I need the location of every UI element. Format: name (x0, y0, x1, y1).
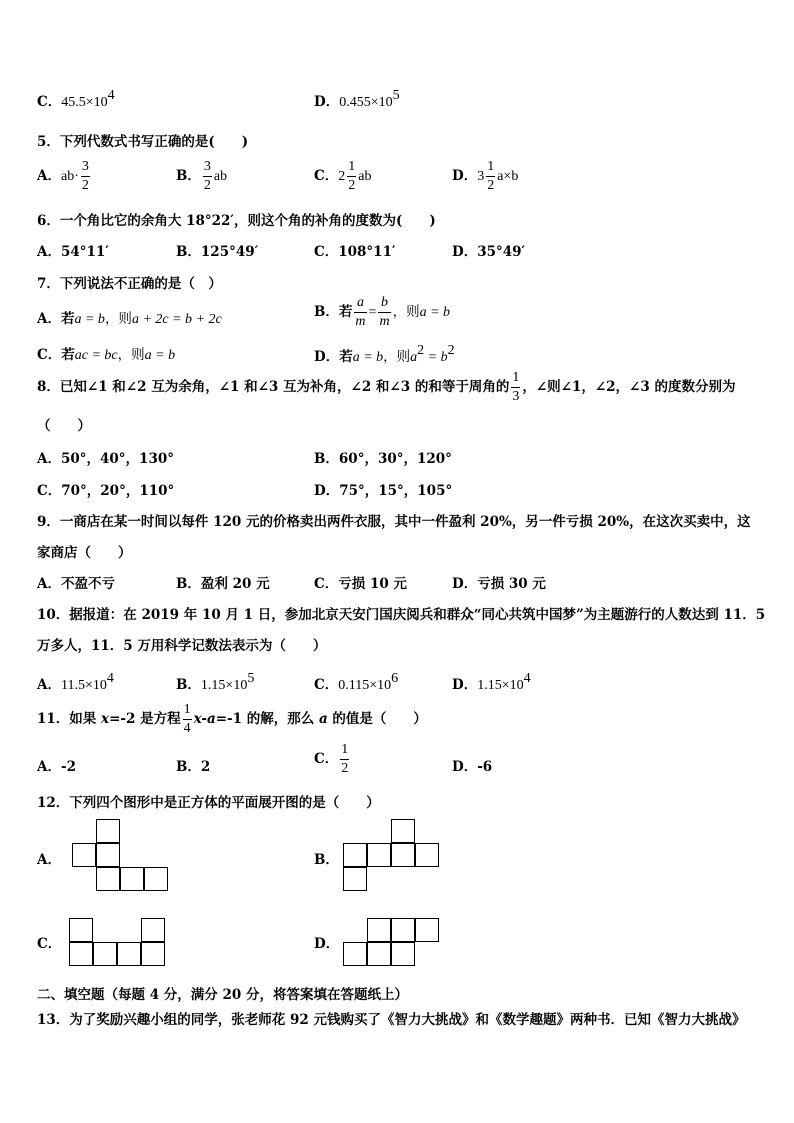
q12-option-a-label: A． (37, 852, 61, 868)
denominator: m (379, 314, 390, 329)
denominator: 3 (512, 389, 520, 404)
result: a + 2c = b + 2c (131, 312, 222, 327)
q11-option-b: B．2 (176, 759, 211, 775)
q10-stem-line2: 万多人，11．5 万用科学记数法表示为（ ） (37, 638, 327, 654)
q7-stem: 7．下列说法不正确的是（ ） (37, 276, 222, 292)
net-square (117, 942, 141, 966)
exponent: 4 (523, 671, 531, 686)
stem-text: ，∠则∠1，∠2，∠3 的度数分别为 (522, 379, 736, 395)
net-square (69, 942, 93, 966)
fraction (81, 160, 90, 193)
net-square (141, 942, 165, 966)
q10-option-d (452, 671, 531, 694)
condition: ac = bc (74, 348, 118, 363)
option-value: 0.115×10 (338, 678, 392, 693)
denominator: 4 (183, 721, 191, 736)
net-square (343, 867, 367, 891)
denominator: 2 (487, 178, 495, 193)
net-square (415, 843, 439, 867)
q5-option-c (314, 160, 371, 193)
q9-option-a: A．不盈不亏 (37, 576, 115, 592)
q9-option-c: C．亏损 10 元 (314, 576, 407, 592)
q6-stem: 6．一个角比它的余角大 18°22′，则这个角的补角的度数为( ) (37, 213, 436, 229)
net-square (93, 942, 117, 966)
net-square (96, 819, 120, 843)
option-label: B． (176, 168, 201, 184)
q8-stem (37, 371, 735, 404)
option-value: 11.5×10 (60, 678, 107, 693)
exponent: 4 (106, 671, 114, 686)
net-square (391, 918, 415, 942)
q8-stem-line2: （ ） (37, 418, 91, 434)
net-square (69, 918, 93, 942)
result: a (410, 350, 418, 365)
net-square (367, 918, 391, 942)
connector: ，则 (104, 311, 132, 327)
integer-part: 2 (338, 169, 346, 184)
q6-option-a: A．54°11′ (37, 244, 109, 260)
option-label: A．若 (37, 311, 75, 327)
exponent: 2 (447, 343, 455, 358)
denominator: 2 (348, 178, 356, 193)
numerator: 1 (183, 703, 192, 720)
option-value: 0.455×10 (339, 95, 393, 110)
option-value: 1.15×10 (200, 678, 248, 693)
option-label: B． (176, 677, 201, 693)
connector: ，则 (383, 349, 411, 365)
option-label: D． (452, 168, 478, 184)
connector: ，则 (117, 347, 145, 363)
expr: ab (358, 169, 372, 184)
numerator: 3 (203, 160, 212, 177)
option-label: C． (314, 677, 339, 693)
numerator: 1 (340, 743, 349, 760)
q10-stem: 10．据报道：在 2019 年 10 月 1 日，参加北京天安门国庆阅兵和群众“同心共筑中国梦”为主题游行的人数达到 11．5 (37, 607, 766, 623)
q7-option-d (314, 343, 455, 366)
q11-option-c (314, 743, 351, 776)
q9-stem-line2: 家商店（ ） (37, 545, 132, 561)
equals: = (368, 305, 377, 320)
exponent: 5 (247, 671, 255, 686)
q13-stem: 13．为了奖励兴趣小组的同学，张老师花 92 元钱购买了《智力大挑战》和《数学趣题》两种书．已知《智力大挑战》 (37, 1012, 746, 1028)
net-square (367, 843, 391, 867)
option-value: 1.15×10 (477, 678, 524, 693)
condition: a = b (352, 350, 384, 365)
numerator: 1 (486, 160, 495, 177)
expr: ab· (60, 169, 79, 184)
numerator: a (354, 296, 366, 313)
numerator: 3 (81, 160, 90, 177)
q7-option-a (37, 307, 222, 328)
option-label: C． (314, 168, 339, 184)
option-label: A． (37, 168, 61, 184)
q7-option-b (314, 296, 450, 329)
variable-a: a (318, 711, 328, 727)
net-square (343, 843, 367, 867)
stem-text: 8．已知∠1 和∠2 互为余角，∠1 和∠3 互为补角，∠2 和∠3 的和等于周角的 (37, 379, 510, 395)
option-label: D． (452, 677, 478, 693)
result: = b (424, 350, 448, 365)
fraction (183, 703, 192, 736)
option-label: D． (314, 94, 340, 110)
option-label: D．若 (314, 349, 353, 365)
integer-part: 3 (477, 169, 485, 184)
fraction (486, 160, 495, 193)
fraction (347, 160, 356, 193)
option-label: A． (37, 677, 61, 693)
fraction (340, 743, 349, 776)
q10-option-c (314, 671, 398, 694)
q11-stem (37, 703, 427, 736)
q8-option-c: C．70°，20°，110° (37, 483, 175, 499)
connector: ，则 (392, 304, 420, 320)
net-square (343, 942, 367, 966)
denominator: 2 (203, 178, 211, 193)
denominator: 2 (81, 178, 89, 193)
net-square (141, 918, 165, 942)
q4-option-c (37, 88, 115, 111)
q9-option-d: D．亏损 30 元 (452, 576, 546, 592)
option-label: C． (37, 94, 62, 110)
option-label: C． (314, 751, 339, 767)
numerator: 1 (511, 371, 520, 388)
option-label: B．若 (314, 304, 353, 320)
fraction (378, 296, 390, 329)
expr: ab (213, 169, 228, 184)
q5-option-d (452, 160, 518, 193)
section-heading: 二、填空题（每题 4 分，满分 20 分，将答案填在答题纸上） (37, 987, 408, 1003)
q12-option-c-label: C． (37, 936, 62, 952)
q4-option-d (314, 88, 400, 111)
q11-option-a: A．-2 (37, 759, 76, 775)
denominator: m (355, 314, 366, 329)
fraction (511, 371, 520, 404)
stem-text: 是方程 (135, 711, 181, 727)
stem-text: 11．如果 (37, 711, 101, 727)
net-square (367, 942, 391, 966)
q12-option-b-label: B． (314, 852, 339, 868)
q5-stem: 5．下列代数式书写正确的是( ) (37, 134, 249, 150)
exponent: 2 (417, 343, 425, 358)
condition: a = b (74, 312, 105, 327)
q5-option-b (176, 160, 227, 193)
q9-option-b: B．盈利 20 元 (176, 576, 270, 592)
exponent: 6 (391, 671, 399, 686)
q6-option-c: C．108°11′ (314, 244, 396, 260)
variable-x: x (101, 711, 110, 727)
q12-stem: 12．下列四个图形中是正方体的平面展开图的是（ ） (37, 795, 380, 811)
stem-text: =-1 的解，那么 (215, 711, 319, 727)
q8-option-b: B．60°，30°，120° (314, 451, 452, 467)
q10-option-a (37, 671, 114, 694)
numerator: 1 (347, 160, 356, 177)
equation: x-a (193, 711, 216, 727)
option-label: C．若 (37, 347, 75, 363)
q9-stem: 9．一商店在某一时间以每件 120 元的价格卖出两件衣服，其中一件盈利 20%，另一件亏损 20%，在这次买卖中，这 (37, 514, 751, 530)
q6-option-b: B．125°49′ (176, 244, 259, 260)
result: a = b (144, 348, 176, 363)
net-square (96, 867, 120, 891)
net-square (391, 819, 415, 843)
net-square (391, 843, 415, 867)
exponent: 5 (392, 88, 400, 103)
result: a = b (419, 305, 451, 320)
q11-option-d: D．-6 (452, 759, 493, 775)
q12-option-d-label: D． (314, 936, 340, 952)
net-square (391, 942, 415, 966)
q7-option-c (37, 343, 175, 364)
q5-option-a (37, 160, 92, 193)
numerator: b (378, 296, 390, 313)
stem-text: 的值是（ ） (327, 711, 427, 727)
fraction (203, 160, 212, 193)
net-square (120, 867, 144, 891)
option-value: 45.5×10 (61, 95, 108, 110)
q8-option-a: A．50°，40°，130° (37, 451, 174, 467)
fraction (354, 296, 366, 329)
q6-option-d: D．35°49′ (452, 244, 526, 260)
stem-text: =-2 (109, 711, 136, 727)
net-square (96, 843, 120, 867)
expr: a×b (497, 169, 519, 184)
q10-option-b (176, 671, 254, 694)
denominator: 2 (341, 761, 349, 776)
net-square (72, 843, 96, 867)
net-square (144, 867, 168, 891)
net-square (415, 918, 439, 942)
exponent: 4 (107, 88, 115, 103)
q8-option-d: D．75°，15°，105° (314, 483, 453, 499)
